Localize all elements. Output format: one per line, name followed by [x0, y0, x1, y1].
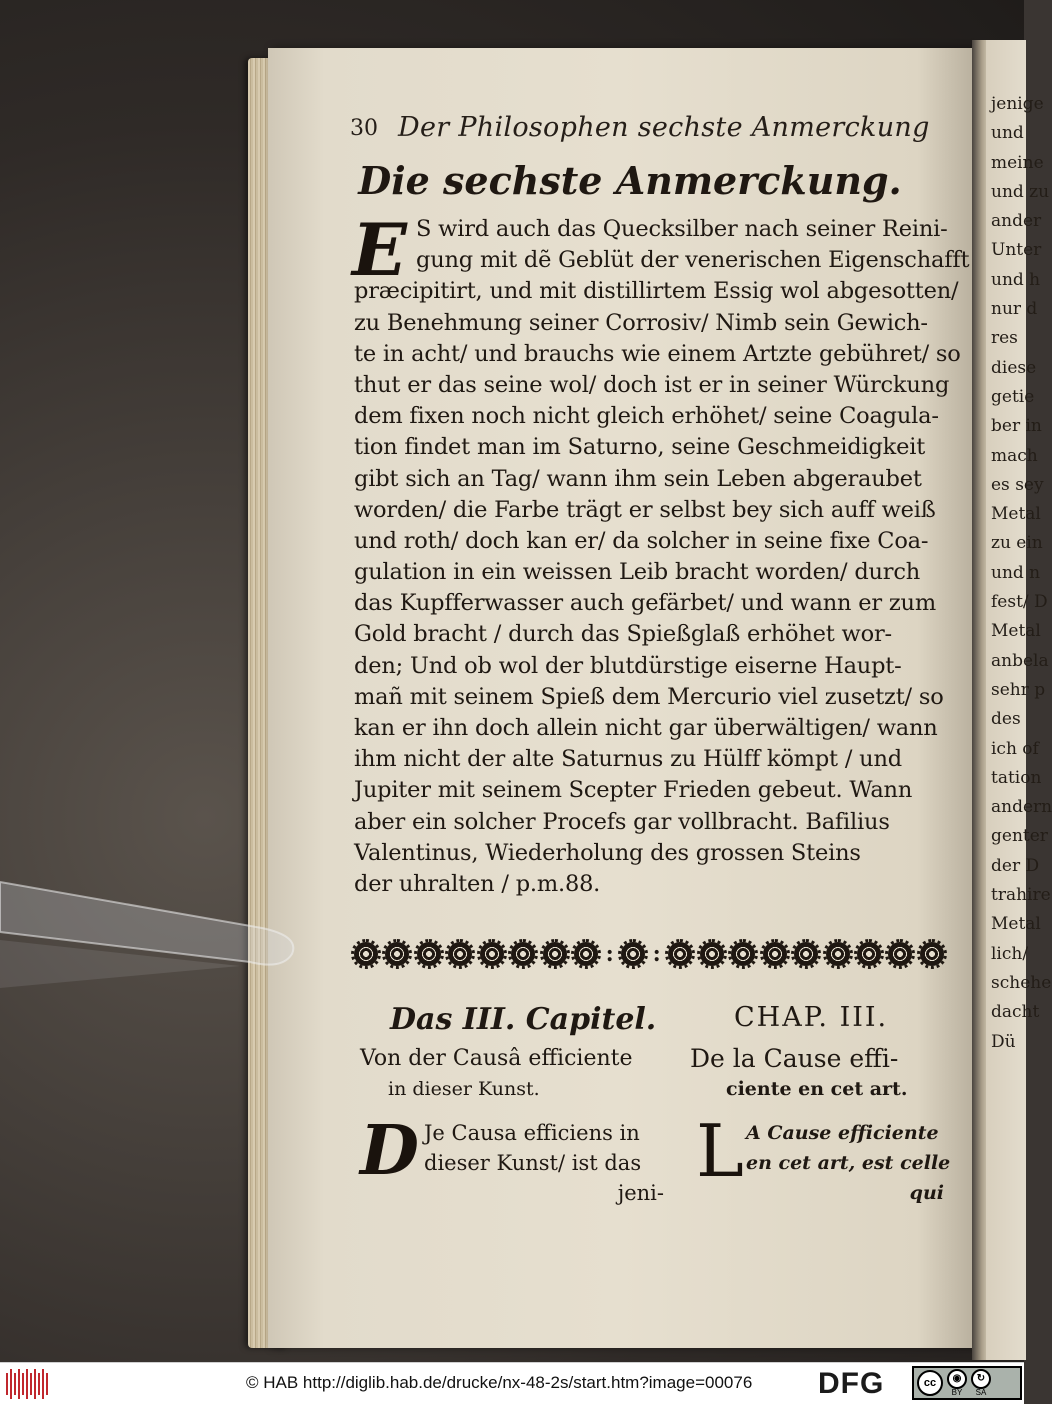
- hab-logo-icon[interactable]: [6, 1369, 50, 1399]
- section-title: Die sechste Anmerckung.: [358, 158, 902, 203]
- facing-page-fragment: tation: [991, 767, 1042, 788]
- text-line: den; Und ob wol der blutdürstige eiserne Haupt-: [354, 652, 902, 679]
- rosette-ornament-icon: [888, 942, 912, 966]
- cc-license-badge[interactable]: [912, 1366, 1022, 1400]
- facing-page-fragment: des: [991, 709, 1021, 730]
- rosette-ornament-icon: [385, 942, 409, 966]
- rosette-ornament-icon: [621, 942, 645, 966]
- catchword: qui: [909, 1182, 944, 1204]
- facing-page-fragment: Metal: [991, 621, 1041, 642]
- rosette-ornament-icon: [417, 942, 441, 966]
- chapter-subtitle: De la Cause effi-: [690, 1044, 899, 1073]
- facing-page-fragment: es sey: [991, 474, 1044, 495]
- facing-page-fragment: und n: [991, 562, 1041, 583]
- drop-cap: E: [352, 207, 407, 292]
- rosette-ornament-icon: [826, 942, 850, 966]
- text-line: en cet art, est celle: [746, 1152, 951, 1174]
- facing-page-fragment: nur d: [991, 299, 1038, 320]
- dfg-logo[interactable]: DFG: [818, 1367, 885, 1400]
- text-line: Jupiter mit seinem Scepter Frieden gebeut. Wann: [354, 777, 913, 804]
- rosette-ornament-icon: [700, 942, 724, 966]
- facing-page-fragment: fest/ D: [991, 592, 1048, 613]
- drop-cap: D: [360, 1111, 419, 1191]
- text-line: gibt sich an Tag/ wann ihm sein Leben abgeraubet: [354, 465, 922, 492]
- rosette-ornament-icon: [448, 942, 472, 966]
- facing-page-fragment: ander: [991, 211, 1042, 232]
- facing-page: [986, 40, 1052, 1360]
- text-line: te in acht/ und brauchs wie einem Artzte gebühret/ so: [354, 340, 961, 367]
- facing-page-fragment: res: [991, 328, 1018, 349]
- page-header: [350, 110, 930, 150]
- text-line: tion findet man im Saturno, seine Geschmeidigkeit: [354, 434, 926, 461]
- facing-page-fragment: ber in: [991, 416, 1042, 437]
- paragraph: [690, 1109, 951, 1228]
- body-text: [352, 207, 970, 900]
- chapter-subtitle: ciente en cet art.: [726, 1078, 908, 1100]
- facing-page-fragment: trahire: [991, 885, 1051, 906]
- rosette-ornament-icon: [920, 942, 944, 966]
- facing-page-fragment: und: [991, 123, 1024, 144]
- rosette-ornament-icon: [511, 942, 535, 966]
- facing-page-fragment: dacht: [991, 1002, 1040, 1023]
- text-line: A Cause efficiente: [746, 1122, 939, 1144]
- facing-page-fragment: andern: [991, 797, 1052, 818]
- text-line: kan er ihn doch allein nicht gar überwältigen/ wann: [354, 715, 938, 741]
- facing-page-fragment: diese: [991, 357, 1037, 378]
- rosette-ornament-icon: [763, 942, 787, 966]
- rosette-ornament-icon: [731, 942, 755, 966]
- facing-page-fragment: schehe: [991, 972, 1052, 993]
- facing-page-fragment: sehr p: [991, 679, 1046, 700]
- text-line: mañ mit seinem Spieß dem Mercurio viel zusetzt/ so: [354, 683, 944, 710]
- text-line: der uhralten / p.m.88.: [354, 870, 601, 897]
- rosette-ornament-icon: [857, 942, 881, 966]
- by-icon: ◉ BY: [947, 1369, 967, 1397]
- folio-number: 30: [350, 116, 378, 141]
- rosette-ornament-icon: [354, 942, 378, 966]
- ornament-separator: :: [652, 941, 661, 967]
- chapter-subtitle: Von der Causâ efficiente: [360, 1046, 633, 1071]
- cc-icon: cc: [917, 1370, 943, 1396]
- drop-cap: L: [696, 1109, 744, 1193]
- paragraph: [360, 1111, 670, 1228]
- text-line: aber ein solcher Procefs gar vollbracht. Bafilius: [354, 808, 890, 835]
- text-line: Je Causa efficiens in: [424, 1121, 640, 1145]
- catchword: jeni-: [617, 1181, 664, 1205]
- facing-page-fragment: getie: [991, 386, 1035, 407]
- facing-page-fragment: mach: [991, 445, 1038, 466]
- chapter-heading: Das III. Capitel.: [390, 1002, 657, 1037]
- facing-page-fragment: Metal: [991, 504, 1041, 525]
- text-line: Gold bracht / durch das Spießglaß erhöhet wor-: [354, 621, 892, 648]
- rosette-ornament-icon: [794, 942, 818, 966]
- text-line: dieser Kunst/ ist das: [424, 1151, 642, 1175]
- rosette-ornament-icon: [574, 942, 598, 966]
- text-line: Valentinus, Wiederholung des grossen Steins: [354, 839, 861, 866]
- facing-page-fragment: anbela: [991, 650, 1049, 671]
- by-label: BY: [951, 1388, 963, 1397]
- column-german: [360, 1002, 670, 1228]
- rosette-ornament-icon: [543, 942, 567, 966]
- facing-page-fragment: zu ein: [991, 533, 1043, 554]
- facing-page-fragment: Unter: [991, 240, 1042, 261]
- text-line: thut er das seine wol/ doch ist er in seiner Würckung: [354, 371, 950, 398]
- source-credit-link[interactable]: © HAB http://diglib.hab.de/drucke/nx-48-2s/start.htm?image=00076: [246, 1373, 753, 1392]
- text-line: worden/ die Farbe trägt er selbst bey sich auff weiß: [354, 496, 936, 523]
- text-line: gulation in ein weissen Leib bracht worden/ durch: [354, 559, 921, 586]
- text-line: S wird auch das Quecksilber nach seiner Reini-: [416, 216, 948, 242]
- column-french: [690, 1002, 950, 1228]
- text-line: dem fixen noch nicht gleich erhöhet/ seine Coagula-: [354, 403, 939, 430]
- viewer-footer: [0, 1362, 1024, 1404]
- facing-page-fragment: lich/: [991, 943, 1029, 964]
- sa-label: SA: [975, 1388, 987, 1397]
- chapter-heading: CHAP. III.: [734, 1002, 889, 1033]
- ornament-separator: :: [605, 941, 614, 967]
- running-head: Der Philosophen sechste Anmerckung: [398, 112, 930, 143]
- facing-page-fragment: der D: [991, 855, 1040, 876]
- sa-icon: ↻ SA: [971, 1369, 991, 1397]
- text-line: und roth/ doch kan er/ da solcher in seine fixe Coa-: [354, 527, 929, 554]
- text-line: das Kupfferwasser auch gefärbet/ und wann er zum: [354, 590, 936, 617]
- chapter-subtitle: in dieser Kunst.: [388, 1078, 540, 1100]
- rosette-ornament-icon: [480, 942, 504, 966]
- rosette-ornament-icon: [668, 942, 692, 966]
- text-line: zu Benehmung seiner Corrosiv/ Nimb sein Gewich-: [354, 309, 928, 336]
- facing-page-fragment: und zu: [991, 181, 1050, 202]
- text-line: gung mit dẽ Geblüt der venerischen Eigenschafft: [416, 247, 970, 274]
- facing-page-fragment: Dü: [991, 1031, 1016, 1052]
- text-line: præcipitirt, und mit distillirtem Essig wol abgesotten/: [354, 278, 959, 305]
- facing-page-fragment: meine: [991, 152, 1044, 173]
- text-line: ihm nicht der alte Saturnus zu Hülff kömpt / und: [354, 746, 902, 773]
- facing-page-fragment: jenige: [991, 94, 1044, 114]
- facing-page-fragment: Metal: [991, 914, 1041, 935]
- facing-page-fragment: ich of: [991, 738, 1039, 759]
- ornament-divider: [354, 936, 944, 972]
- facing-page-fragment: genter: [991, 826, 1048, 847]
- facing-page-fragment: und h: [991, 269, 1041, 290]
